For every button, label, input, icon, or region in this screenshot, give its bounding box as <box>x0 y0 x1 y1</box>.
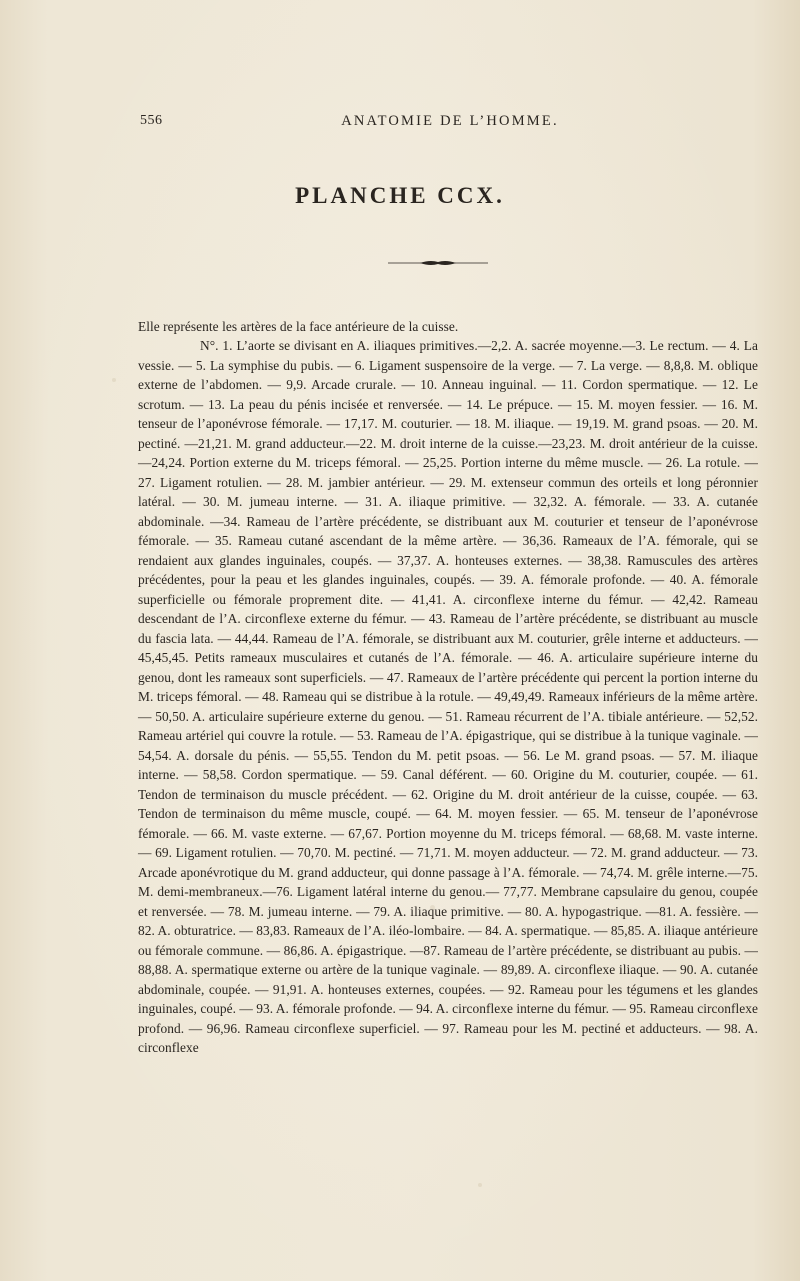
page-number: 556 <box>140 113 163 128</box>
plate-description <box>138 318 758 1058</box>
figure-legend: N°. 1. L’aorte se divisant en A. iliaques primitives.—2,2. A. sacrée moyenne.—3. Le rectum. — 4. La vessie. — 5. La symphise du pubis. — 6. Ligament suspensoire de la verge. — 7. La verge. — 8,8,8. M. oblique externe de l’abdomen. — 9,9. Arcade crurale. — 10. Anneau inguinal. — 11. Cordon spermatique. — 12. Le scrotum. — 13. La peau du pénis incisée et renversée. — 14. Le prépuce. — 15. M. moyen fessier. — 16. M. tenseur de l’aponévrose fémorale. — 17,17. M. couturier. — 18. M. iliaque. — 19,19. M. grand psoas. — 20. M. pectiné. —21,21. M. grand adducteur.—22. M. droit interne de la cuisse.—23,23. M. droit antérieur de la cuisse. —24,24. Portion externe du M. triceps fémoral. — 25,25. Portion interne du même muscle. — 26. La rotule. — 27. Ligament rotulien. — 28. M. jambier antérieur. — 29. M. extenseur commun des orteils et long péronnier latéral. — 30. M. jumeau interne. — 31. A. iliaque primitive. — 32,32. A. fémorale. — 33. A. cutanée abdominale. —34. Rameau de l’artère précédente, se distribuant aux M. couturier et tenseur de l’aponévrose fémorale. — 35. Rameau cutané ascendant de la même artère. — 36,36. Rameaux de l’A. fémorale, qui se rendaient aux glandes inguinales, coupés. — 37,37. A. honteuses externes. — 38,38. Ramuscules des artères précédentes, pour la peau et les glandes inguinales, coupés. — 39. A. fémorale profonde. — 40. A. fémorale superficielle ou fémorale proprement dite. — 41,41. A. circonflexe interne du fémur. — 42,42. Rameau descendant de l’A. circonflexe externe du fémur. — 43. Rameau de l’artère précédente, se distribuant au muscle du fascia lata. — 44,44. Rameau de l’A. fémorale, se distribuant aux M. couturier, grêle interne et adducteurs. — 45,45,45. Petits rameaux musculaires et cutanés de l’A. fémorale. — 46. A. articulaire supérieure interne du genou, dont les rameaux sont superficiels. — 47. Rameaux de l’artère précédente qui percent la portion interne du M. triceps fémoral. — 48. Rameau qui se distribue à la rotule. — 49,49,49. Rameaux inférieurs de la même artère. — 50,50. A. articulaire supérieure externe du genou. — 51. Rameau récurrent de l’A. tibiale antérieure. — 52,52. Rameau artériel qui couvre la rotule. — 53. Rameau de l’A. épigastrique, qui se distribue à la tunique vaginale. — 54,54. A. dorsale du pénis. — 55,55. Tendon du M. petit psoas. — 56. Le M. grand psoas. — 57. M. iliaque interne. — 58,58. Cordon spermatique. — 59. Canal déférent. — 60. Origine du M. couturier, coupée. — 61. Tendon de terminaison du muscle précédent. — 62. Origine du M. droit antérieur de la cuisse, coupée. — 63. Tendon de terminaison du même muscle, coupé. — 64. M. moyen fessier. — 65. M. tenseur de l’aponévrose fémorale. — 66. M. vaste externe. — 67,67. Portion moyenne du M. triceps fémoral. — 68,68. M. vaste interne. — 69. Ligament rotulien. — 70,70. M. pectiné. — 71,71. M. moyen adducteur. — 72. M. grand adducteur. — 73. Arcade aponévrotique du M. grand adducteur, qui donne passage à l’A. fémorale. — 74,74. M. grêle interne.—75. M. demi-membraneux.—76. Ligament latéral interne du genou.— 77,77. Membrane capsulaire du genou, coupée et renversée. — 78. M. jumeau interne. — 79. A. iliaque primitive. — 80. A. hypogastrique. —81. A. fessière. — 82. A. obturatrice. — 83,83. Rameaux de l’A. iléo-lombaire. — 84. A. spermatique. — 85,85. A. iliaque antérieure ou fémorale commune. — 86,86. A. épigastrique. —87. Rameau de l’artère précédente, se distribuant au pubis. — 88,88. A. spermatique externe ou artère de la tunique vaginale. — 89,89. A. circonflexe iliaque. — 90. A. cutanée abdominale, coupée. — 91,91. A. honteuses externes, coupées. — 92. Rameau pour les tégumens et les glandes inguinales, coupé. — 93. A. fémorale profonde. — 94. A. circonflexe interne du fémur. — 95. Rameau circonflexe profond. — 96,96. Rameau circonflexe superficiel. — 97. Rameau pour les M. pectiné et adducteurs. — 98. A. circonflexe <box>138 338 758 1055</box>
paper-stain <box>478 1183 482 1187</box>
paper-stain <box>112 378 116 382</box>
plate-title: PLANCHE CCX. <box>295 183 505 208</box>
running-head <box>140 113 752 133</box>
running-title: ANATOMIE DE L’HOMME. <box>341 113 559 129</box>
title-ornament-rule <box>388 259 488 267</box>
intro-paragraph: Elle représente les artères de la face antérieure de la cuisse. <box>138 319 459 334</box>
